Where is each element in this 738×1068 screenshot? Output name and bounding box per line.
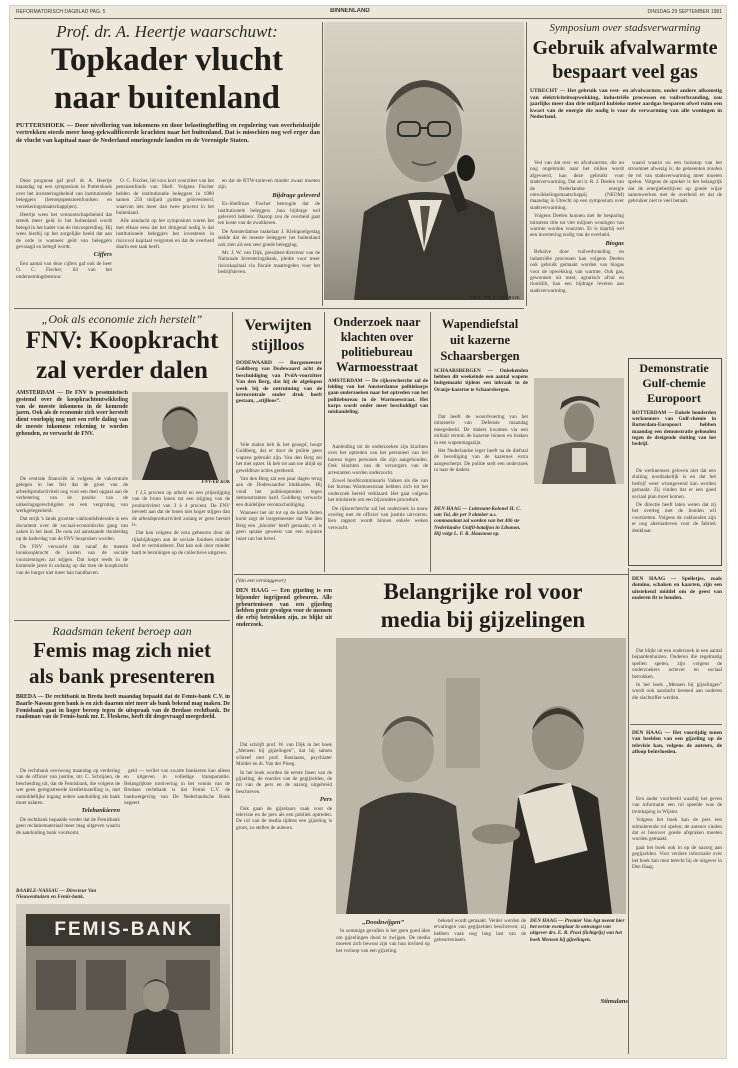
art4-p1: Vele malen heb ik het gezegd, hoopt Goldberg, dat er door de politie geen wapens gebruikt zijn. Van den Berg zei het met opzet. Ik heb tot aan toe altijd op geweldloze acties gerekend. bbox=[236, 442, 322, 474]
art12-p1: Een ander voorbeeld waarbij het geven van informatie een rol speelde was de treinkaping in Wijster. bbox=[632, 796, 722, 815]
art2-headline-line2: bespaart veel gas bbox=[552, 62, 698, 83]
art1-subhead-bijdrage: Bijdrage geleverd bbox=[272, 191, 320, 199]
art7-headline-line3: Europoort bbox=[647, 392, 701, 405]
art10-p1: De rechtbank overwoog maandag op verdering van de officier van justitie, mr. C. Schrijnen, de bescheiding uit, dat de Femisbank, die volgens de wet geen geregistreerde kredietinstelling is, met onmiddellijke ingang iedere aanduiding als bank moet nalaten. bbox=[16, 768, 120, 807]
art1-p5: Alle aandacht op het symposium waren het met elkaar eens dat het dringend nodig is dat institutionele beleggers het investeren in risicovol kapitaal vergroten en dat de overheid daarin een taak heeft. bbox=[116, 218, 214, 251]
art11-lead: DEN HAAG — Spelletjes, zoals domino, schaken en kaarten, zijn een uitstekend middel om de geest van ouderen fit te houden. bbox=[632, 576, 722, 602]
kok-portrait-icon bbox=[132, 392, 228, 480]
heertje-portrait-icon bbox=[324, 22, 524, 300]
femis-top-rule bbox=[14, 620, 230, 621]
art3-p1: De centrale financiën in volgens de vakcentrale gelegen in het feit dat de groei van de arbeidsproductiviteit nog voor een deel opgaat aan de verbetering van de positie van de uitkeringsgerechtigden en een vergroting van werkgelegenheid. bbox=[16, 476, 128, 515]
femis-photo-caption: BAARLE-NASSAU — Directeur Van Nieuwenhuizen en Femis-bank. bbox=[16, 888, 97, 901]
newspaper-page bbox=[10, 6, 726, 1058]
art2-column2 bbox=[628, 160, 722, 354]
art9-headline-line2: media bij gijzelingen bbox=[380, 608, 586, 632]
art3-p5: Dat kan volgens de nota gebeuren door de rijksbijdragen aan de sociale fondsen minder snel te verminderen. Dat kan ook door minder hard te bezuinigen op de collectieve uitgaven. bbox=[132, 530, 230, 556]
art3-p4: f 2,5 procent op arbeid en een prijsstijging van de bruto lonen tot een stijging van de productiviteit van 3 à 4 procent. De FNV beveelt aan dat de lonen niet hoger stijgen dan de arbeidsproductiviteit zolang er geen herstel is. bbox=[132, 490, 230, 529]
art10-lead: BREDA — De rechtbank in Breda heeft maandag bepaald dat de Femis-bank C.V. in Baarle-Nassau geen bank is en zich daarom niet meer als bank bekend mag maken. De Femisbank gaat in hoger beroep tegen de uitspraak van de Bredase rechtbank. De raadsman van de Femis-bank mr. E. Fleskens, heeft dit desgevraagd meegedeeld. bbox=[16, 694, 230, 721]
heertje-photo bbox=[324, 22, 524, 300]
art1-headline-line1: Topkader vlucht bbox=[51, 44, 283, 78]
gijzeling-top-rule bbox=[234, 574, 628, 575]
art1-p9: Mr. J. W. van Dijk, president-directeur van de Nationale Investeringsbank, pleitte voor meer risicokapitaal via fiscale maatregelen voor het bedrijfsleven. bbox=[218, 250, 320, 276]
art10-p3: geld — verliet van zwarte bankieren kan alleen en uitgeven in volledige transparantie. Belangrijkste motivering in het vonnis van de Bredase rechtbank is dat Femis C.V. de bankwetgeving van De Nederlandsche Bank negeert. bbox=[124, 768, 230, 807]
art3-headline-line1: FNV: Koopkracht bbox=[25, 328, 219, 354]
art5-p3: De rijksrecherche zal het onderzoek in nauw overleg met de officier van justitie uitvoeren. Een rapport wordt binnen enkele weken verwacht. bbox=[328, 505, 428, 531]
separator-a bbox=[322, 22, 323, 306]
art2-subhead-biogas: Biogas bbox=[605, 239, 624, 247]
art10-subhead-telebankieren: Telebankieren bbox=[81, 807, 120, 815]
separator-e bbox=[430, 312, 431, 572]
art2-lead: UTRECHT — Het gebruik van rest- en afvalwarmte, onder andere afkomstig van elektriciteitsopwekking, industriële processen en vuilverbranding, zou jaarlijks meer dan drie miljard kubieke meter aardgas besparen ofwel ruim een kwart van de energie die nodig is voor de verwarming van alle woningen in Nederland. bbox=[530, 88, 722, 121]
van-agt-caption: DEN HAAG — Premier Van Agt neemt hier het eerste exemplaar in ontvangst van uitgever drs. E. R. Prasi (lichtgrijs) van het boek Mensen bij gijzelingen. bbox=[530, 918, 625, 943]
soldier-portrait-icon bbox=[534, 378, 624, 484]
art8-column3 bbox=[434, 918, 526, 1054]
art1-lead: PUTTERSHOEK — Door nivellering van inkomens en door belastingheffing en regulering van overheidszijde vertrekken steeds meer hoog-gekwalificeerde krachten naar het buitenland. Dat is misschien nog wel erger dan de vlucht van kapitaal naar de Nederland omringende landen en de Verenigde Staten. bbox=[16, 122, 320, 144]
art3-p3: De FNV verwacht dat vanaf de meeste loonkoopkracht de kosten van de sociale voorzieningen zal stijgen. Dat loopt reeds in de komende jaren in zodanig op dat men de koopkracht van de burger niet meer kan handhaven. bbox=[16, 544, 128, 576]
art7-p1: De werknemers geloven niet dat een sluiting noodzakelijk is en dat het bedrijf weer winstgevend kan worden gemaakt. Zij vinden dat er een goed sociaal plan moet komen. bbox=[632, 468, 716, 500]
art5-p1: Aanleiding tot de onderzoeken zijn klachten over het optreden van het personeel van het bureau tegen personen die zijn aangehouden. Ook klachten van de verzorgers van de arrestanten worden onderzocht. bbox=[328, 444, 428, 476]
art1-headline-line2: naar buitenland bbox=[54, 82, 280, 116]
art8-p1: Dat schrijft prof. W. van Dijk in het boek „Mensen bij gijzelingen”, dat hij samen schreef met prof. Bastiaans, psychiater Mulder en dr. Van der Ploeg. bbox=[236, 742, 332, 768]
art5-headline-line2: klachten over bbox=[340, 331, 414, 344]
art3-column2 bbox=[132, 490, 230, 618]
header-date: DINSDAG 29 SEPTEMBER 1981 bbox=[647, 9, 722, 15]
van-tol-photo bbox=[534, 378, 624, 484]
art8-column1 bbox=[236, 742, 332, 1054]
art5-body bbox=[328, 444, 428, 572]
art1-column2 bbox=[116, 178, 214, 304]
art5-headline-line3: politiebureau bbox=[341, 346, 413, 359]
right-col-rule bbox=[630, 570, 722, 571]
art5-lead: AMSTERDAM — De rijksrecherche zal de leiding van het Amsterdamse politiekorps gaan onderzoeken naar het optreden van het politiebureau in de Warmoesstraat. Het korps wordt onder meer beschuldigd van mishandeling. bbox=[328, 378, 428, 416]
art8-p3: Ook gaan de gijzelaars vaak voor de televisie en de pers als een publiek optreden. De rol van de media tijdens een gijzeling is groot, zo stellen de auteurs. bbox=[236, 805, 332, 831]
art8-column4 bbox=[530, 996, 628, 1054]
art10-kicker: Raadsman tekent beroep aan bbox=[52, 624, 192, 638]
art1-p7: Ex-Shellman Fischer betoogde dat de institutionele beleggers ‚hun bijdrage wel geleverd hebben'. Daarop zou de overheid gaat ten koste van de zwakkeren. bbox=[218, 201, 320, 227]
art8-subhead-stimulans: Stimulans bbox=[600, 998, 628, 1005]
art4-lead: DODEWAARD — Burgemeester Goldberg van Dodewaard acht de beschuldiging van PvdA-voorzitter Van den Berg, dat hij de afgelopen week bij de ontruiming van de kerncentrale onder druk heeft gestaan, „stijlloos”. bbox=[236, 360, 322, 405]
art7-p2: De directie heeft laten weten dat zij het overleg met de bonden wil voortzetten. Volgens de vakbonden zijn er nog alternatieven voor de fabriek denkbaar. bbox=[632, 502, 716, 534]
art5-headline-line4: Warmoesstraat bbox=[336, 361, 418, 374]
art11-p2: In het boek „Mensen bij gijzelingen” wordt ook aandacht besteed aan ouderen die slachtoffer werden. bbox=[632, 682, 722, 701]
art12-lead: DEN HAAG — Het voortijdig tonen van beelden van een gijzeling op de televisie kan, volgens de auteurs, de afloop beïnvloeden. bbox=[632, 730, 722, 756]
art7-lead: ROTTERDAM — Enkele honderden werknemers van Gulf-chemie in Rotterdam-Europoort hebben maandag een demonstratie gehouden tegen de dreigende sluiting van het bedrijf. bbox=[632, 410, 716, 448]
art6-headline-line1: Wapendiefstal bbox=[441, 318, 519, 331]
art10-p2: De rechtbank bepaalde verder dat de Femisbank geen reclamemateriaal meer mag uitgeven waarin de aanduiding bank voorkomt. bbox=[16, 816, 120, 836]
art10-headline-line2: als bank presenteren bbox=[29, 666, 215, 688]
art7-headline-line2: Gulf-chemie bbox=[642, 377, 706, 390]
art4-headline-line1: Verwijten bbox=[244, 318, 312, 334]
art8-p4: In sommige gevallen is het geen goed idee om gijzelingen dood te zwijgen. De media moeten zich bewust zijn van hun invloed op het verloop van een gijzeling. bbox=[336, 928, 430, 954]
separator-b bbox=[526, 22, 527, 306]
art10-column1 bbox=[16, 768, 120, 886]
art1-p6: en dat de BTW-tarieven minder zwaar moeten zijn. bbox=[218, 178, 320, 191]
art9-headline-line1: Belangrijke rol voor bbox=[383, 580, 583, 604]
art3-lead: AMSTERDAM — De FNV is pessimistisch gestemd over de koopkrachtontwikkeling van de meeste inkomens in de komende jaren. Ook als de economie zich weer herstelt dient voorlopig nog met een reële daling van de meeste inkomens rekening te worden gehouden, zo verwacht de FNV. bbox=[16, 390, 128, 437]
art6-headline-line3: Schaarsbergen bbox=[440, 350, 520, 363]
art10-column2 bbox=[124, 768, 230, 886]
art2-p3: Behalve door vuilverbranding en industriële processen kan volgens Deelen ook gebruik gemaakt worden van biogas voor de opwekking van warmte. Ook gas, gewonnen uit mest, agrarisch afval en rioolslib, kan een bijdrage leveren aan stadsverwarming. bbox=[530, 249, 624, 294]
art2-column1 bbox=[530, 160, 624, 300]
art6-lead: SCHAARSBERGEN — Onbekenden hebben dit weekeinde een aantal wapens buitgemaakt tijdens een inbraak in de Oranje-kazerne te Schaarsbergen. bbox=[434, 368, 528, 393]
art8-kicker: (Van een verslaggever) bbox=[236, 578, 286, 584]
art8-subhead-doodzwijgen: „Doodzwijgen” bbox=[362, 919, 404, 926]
art4-p2: Van den Berg zat een paar dagen terug aan de Dodewaardse blokkades. Hij vond het politieoptreden tegen demonstranten hard. Goldberg verwacht een duidelijke verontschuldiging. bbox=[236, 476, 322, 508]
art1-p3: Een aantal van deze cijfers gaf ook de heer O. C. Fischer, lid van het ondernemingsbestuur. bbox=[16, 260, 112, 280]
femis-bank-photo bbox=[16, 904, 230, 1054]
art2-p2: Volgens Deelen kunnen met de besparing minstens drie tot vier miljoen woningen van warmte worden voorzien. Er is daarbij wel een investering nodig van de overheid. bbox=[530, 213, 624, 239]
art8-column2 bbox=[336, 918, 430, 1054]
art7-body bbox=[632, 468, 716, 560]
header-rule bbox=[14, 18, 722, 19]
art1-subhead-cijfers: Cijfers bbox=[93, 251, 112, 259]
art8-p2: In het boek worden de eerste fasen van de gijzeling, de reacties van de gegijzelden, de rol van de pers en de nazorg uitgebreid beschreven. bbox=[236, 769, 332, 795]
row1-rule bbox=[14, 308, 524, 309]
header-left: REFORMATORISCH DAGBLAD PAG. 5 bbox=[16, 9, 106, 15]
heertje-photo-caption: PROF. DR. A. HEERTJE bbox=[469, 296, 520, 301]
art1-p4: O. C. Fischer, lid voor kort voorzitter van het pensioenfonds van Shell. Volgens Fischer belden de institutionele beleggers in 1980 samen 250 miljard gulden geïnvesteerd, waarvan iets meer dan twee procent in het buitenland. bbox=[116, 178, 214, 217]
art8-subhead-pers: Pers bbox=[319, 796, 332, 804]
art2-headline-line1: Gebruik afvalwarmte bbox=[532, 38, 718, 59]
art8-p5: bekend wordt gemaakt. Verder worden de ervaringen van gegijzelden beschreven; zij hebben vaak nog lang last van de gebeurtenissen. bbox=[434, 918, 526, 944]
art1-p2: Heertje wees het vennootschapsbeleid dat steeds meer geld in het buitenland wordt belegd in het kader van de risicospreiding. Hij wees hierbij op het zorgelijke beeld dat aan de orde is wanneer geld van beleggers gevraagd en belegd wordt. bbox=[16, 212, 112, 251]
art10-headline-line1: Femis mag zich niet bbox=[33, 640, 211, 662]
art6-body bbox=[434, 414, 528, 502]
art1-column1 bbox=[16, 178, 112, 304]
header-section: BINNENLAND bbox=[330, 8, 370, 14]
art3-kicker: „Ook als economie zich herstelt” bbox=[41, 312, 203, 326]
art4-p3: Wanneer het uit tot op de harde feiten komt zegt de burgemeester dat Van den Berg een „blunder' heeft gemaakt; er is geen sprake geweest van een onjuiste inzet van het bevel. bbox=[236, 510, 322, 542]
art5-p2: Zowel hoofdcommissaris Valken als die van het bureau Warmoesstraat hebben zich tot het onderzoek bereid verklaard. Het gaat volgens het ministerie om een bijzondere procedure. bbox=[328, 478, 428, 504]
femis-bank-sign: FEMIS-BANK bbox=[54, 919, 194, 940]
right-col-rule-2 bbox=[630, 724, 722, 725]
kok-photo bbox=[132, 392, 228, 480]
art1-p8: De Amsterdamse makelaar J. Kleinpoelgeslag stelde dat de meeste beleggers het buitenland ook zien als een zeer goede belegging. bbox=[218, 228, 320, 248]
kok-photo-caption: FNV-ER KOK bbox=[201, 480, 230, 485]
art2-kicker: Symposium over stadsverwarming bbox=[549, 22, 701, 34]
separator-c bbox=[232, 312, 233, 1054]
art12-body bbox=[632, 796, 722, 1054]
art4-body bbox=[236, 442, 322, 572]
van-tol-caption: DEN HAAG — Luitenant-Kolonel H. C. van Tol, die per 9 oktober a.s. commandant zal worden van het 406 ste Nederlandse Unifil-bataljon in Libanon. Hij volgt L. F. R. Haasnoot op. bbox=[434, 506, 521, 537]
separator-f bbox=[628, 568, 629, 1054]
book-presentation-icon bbox=[336, 638, 626, 914]
art1-kicker: Prof. dr. A. Heertje waarschuwt: bbox=[56, 22, 278, 41]
art2-p4: waard waarin nu een huisstop van het stroomnet afwezig is; de gemeenten zouden de rol van stadsverwarming meer moeten spelen. Volgens de spreker is het belangrijk dat de energiebedrijven op goede wijze samenwerken met de overheid en dat de gebruiker niet te veel betaalt. bbox=[628, 160, 722, 205]
art2-p1: Ved van dat rest- en afvalwarmte, die nu nog ongebruikt naar het milieu wordt afgevoerd, kan deze gebruikt voor stadsverwarming. Dat zei ir. R. J. Deelen van de Nederlandse energie ontwikkelingsmaatschappij (NEOM) maandag in Utrecht op een symposium over stadsverwarming. bbox=[530, 160, 624, 211]
art3-p2: Dat strijk 's lands grootste vakbondsfederatie in een document over de sociaal-economische gang van zaken in het land. De nota zal aanstaande donderdag op de kaderdag van de FNV besproken worden. bbox=[16, 516, 128, 542]
art11-p1: Dat blijkt uit een onderzoek in een aantal bejaardenhuizen. Ouderen die regelmatig spellen spelen, zijn volgens de onderzoekers actiever en sociaal betrokken. bbox=[632, 648, 722, 680]
art11-body bbox=[632, 648, 722, 720]
art3-column1 bbox=[16, 476, 128, 618]
separator-d bbox=[324, 312, 325, 572]
art1-p1: Deze prognose gaf prof. dr. A. Heertje maandag op een symposium in Puttershoek over het investeringsbeleid van institutionele beleggers (beroepspensioenfondsen en verzekeringsmaatschappijen). bbox=[16, 178, 112, 210]
art7-headline-line1: Demonstratie bbox=[639, 362, 709, 375]
art1-column3 bbox=[218, 178, 320, 304]
art12-p3: gaat het boek ook in op de nazorg aan gegijzelden. Voor verdere informatie over het boek kan men terecht bij de uitgever in Den Haag. bbox=[632, 844, 722, 871]
art8-lead: DEN HAAG — Een gijzeling is een bijzonder ingrijpend gebeuren. Alle gebeurtenissen van een gijzeling hebben grote gevolgen voor de mensen die erbij betrokken zijn, zo blijkt uit onderzoek. bbox=[236, 588, 332, 628]
art6-headline-line2: uit kazerne bbox=[449, 334, 511, 347]
van-agt-photo bbox=[336, 638, 626, 914]
art6-p1: Dat heeft de woordvoering van het ministerie van Defensie maandag meegedeeld. De daders kwamen via een militair terrein de kazerne binnen en braken in een wapenmagazijn. bbox=[434, 414, 528, 446]
art4-headline-line2: stijlloos bbox=[251, 338, 305, 354]
art3-headline-line2: zal verder dalen bbox=[36, 358, 208, 384]
art12-p2: Volgens het boek kan de pers een stimulerende rol spelen; de auteurs vinden dat er hierover goede afspraken moeten worden gemaakt. bbox=[632, 817, 722, 843]
art5-headline-line1: Onderzoek naar bbox=[333, 316, 421, 329]
art6-p2: Het Nederlandse leger heeft na de diefstal de beveiliging van de kazernes extra aangescherpt. De politie stelt een onderzoek in naar de daders. bbox=[434, 448, 528, 474]
